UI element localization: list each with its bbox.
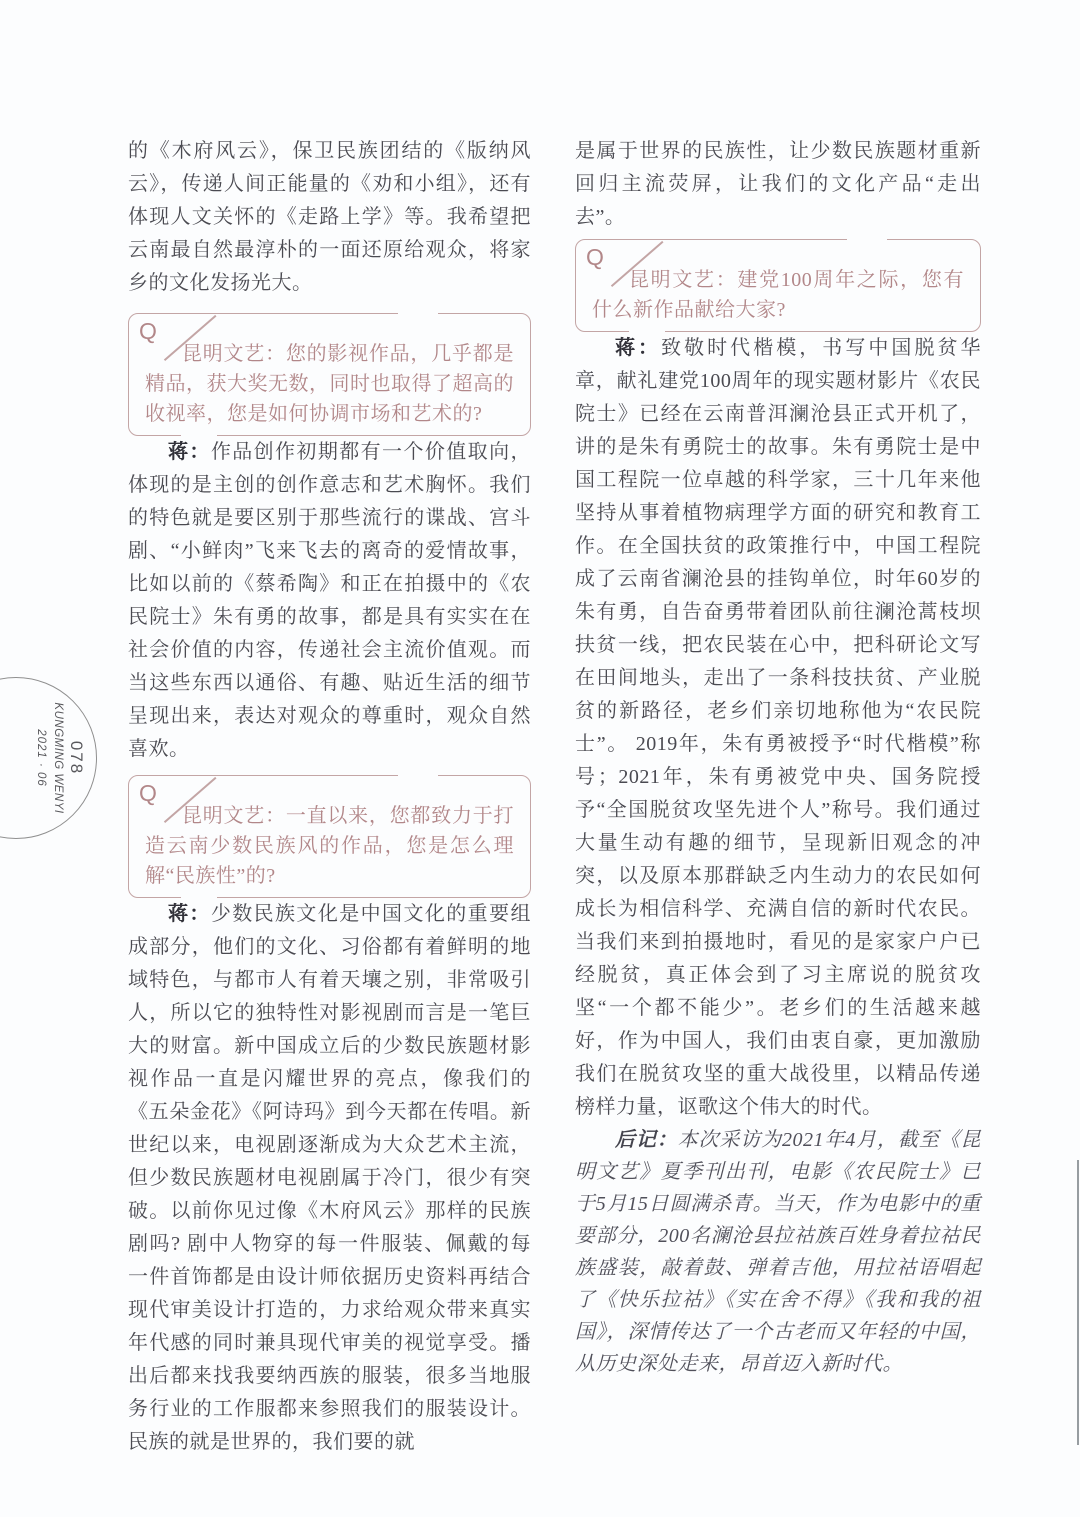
left-column	[128, 135, 531, 1459]
border-gap-bottom	[181, 433, 217, 438]
question-box-1	[128, 313, 531, 436]
continuation-paragraph: 的《木府风云》，保卫民族团结的《版纳风云》，传递人间正能量的《劝和小组》，还有体现人文关怀的《走路上学》等。我希望把云南最自然最淳朴的一面还原给观众，将家乡的文化发扬光大。	[128, 140, 531, 294]
answer-paragraph-2	[128, 898, 531, 1459]
right-column	[575, 135, 981, 1380]
question-box-3	[575, 239, 981, 332]
question-text: 昆明文艺：一直以来，您都致力于打造云南少数民族风的作品，您是怎么理解“民族性”的?	[145, 805, 514, 887]
speaker-name: 蒋：	[168, 903, 211, 925]
border-gap-top	[398, 311, 438, 316]
border-gap-bottom	[181, 895, 217, 900]
q-letter-icon: Q	[586, 244, 604, 270]
border-gap-bottom	[629, 329, 665, 334]
speaker-name: 蒋：	[168, 441, 211, 463]
border-gap-top	[847, 237, 887, 242]
answer-text: 作品创作初期都有一个价值取向，体现的是主创的创作意志和艺术胸怀。我们的特色就是要区别于那些流行的谍战、宫斗剧、“小鲜肉”飞来飞去的离奇的爱情故事，比如以前的《蔡希陶》和正在拍摄中的《农民院士》朱有勇的故事，都是具有实实在在社会价值的内容，传递社会主流价值观。而当这些东西以通俗、有趣、贴近生活的细节呈现出来，表达对观众的尊重时，观众自然喜欢。	[128, 441, 531, 760]
speaker-name: 蒋：	[615, 337, 662, 359]
q-letter-icon: Q	[139, 780, 157, 806]
question-text: 昆明文艺：建党100周年之际，您有什么新作品献给大家?	[592, 269, 964, 321]
question-text: 昆明文艺：您的影视作品，几乎都是精品，获大奖无数，同时也取得了超高的收视率，您是如何协调市场和艺术的?	[145, 343, 514, 425]
answer-text: 致敬时代楷模，书写中国脱贫华章，献礼建党100周年的现实题材影片《农民院士》已经在云南普洱澜沧县正式开机了，讲的是朱有勇院士的故事。朱有勇院士是中国工程院一位卓越的科学家，三十几年来他坚持从事着植物病理学方面的研究和教育工作。在全国扶贫的政策推行中，中国工程院成了云南省澜沧县的挂钩单位，时年60岁的朱有勇，自告奋勇带着团队前往澜沧蒿枝坝扶贫一线，把农民装在心中，把科研论文写在田间地头，走出了一条科技扶贫、产业脱贫的新路径，老乡们亲切地称他为“农民院士”。 2019年，朱有勇被授予“时代楷模”称号；2021年，朱有勇被党中央、国务院授予“全国脱贫攻坚先进个人”称号。我们通过大量生动有趣的细节，呈现新旧观念的冲突，以及原本那群缺乏内生动力的农民如何成长为相信科学、充满自信的新时代农民。当我们来到拍摄地时，看见的是家家户户已经脱贫，真正体会到了习主席说的脱贫攻坚“一个都不能少”。老乡们的生活越来越好，作为中国人，我们由衷自豪，更加激励我们在脱贫攻坚的重大战役里，以精品传递榜样力量，讴歌这个伟大的时代。	[575, 337, 982, 1118]
border-gap-top	[398, 773, 438, 778]
page-number: 078	[67, 740, 86, 776]
journal-name: KUNGMING WENYI	[52, 702, 64, 814]
q-letter-icon: Q	[139, 318, 157, 344]
postscript-label: 后记：	[615, 1129, 678, 1151]
issue-number: 2021 · 06	[35, 729, 47, 787]
postscript-paragraph	[575, 1124, 981, 1380]
page-edge-scan-line	[1077, 1160, 1079, 1445]
postscript-text: 本次采访为2021年4月，截至《昆明文艺》夏季刊出刊，电影《农民院士》已于5月15日圆满杀青。当天，作为电影中的重要部分，200名澜沧县拉祜族百姓身着拉祜民族盛装，敲着鼓、弹着吉他，用拉祜语唱起了《快乐拉祜》《实在舍不得》《我和我的祖国》，深情传达了一个古老而又年轻的中国，从历史深处走来，昂首迈入新时代。	[575, 1129, 981, 1375]
answer-paragraph-3	[575, 332, 981, 1124]
medallion-text-block	[29, 696, 87, 820]
answer-text: 少数民族文化是中国文化的重要组成部分，他们的文化、习俗都有着鲜明的地域特色，与都市人有着天壤之别，非常吸引人，所以它的独特性对影视剧而言是一笔巨大的财富。新中国成立后的少数民族题材影视作品一直是闪耀世界的亮点，像我们的《五朵金花》《阿诗玛》到今天都在传唱。新世纪以来，电视剧逐渐成为大众艺术主流，但少数民族题材电视剧属于冷门，很少有突破。以前你见过像《木府风云》那样的民族剧吗? 剧中人物穿的每一件服装、佩戴的每一件首饰都是由设计师依据历史资料再结合现代审美设计打造的，力求给观众带来真实年代感的同时兼具现代审美的视觉享受。播出后都来找我要纳西族的服装，很多当地服务行业的工作服都来参照我们的服装设计。民族的就是世界的，我们要的就	[128, 903, 531, 1453]
answer-paragraph-1	[128, 436, 531, 766]
continuation-paragraph: 是属于世界的民族性，让少数民族题材重新回归主流荧屏，让我们的文化产品“走出去”。	[575, 140, 981, 228]
question-box-2	[128, 775, 531, 898]
